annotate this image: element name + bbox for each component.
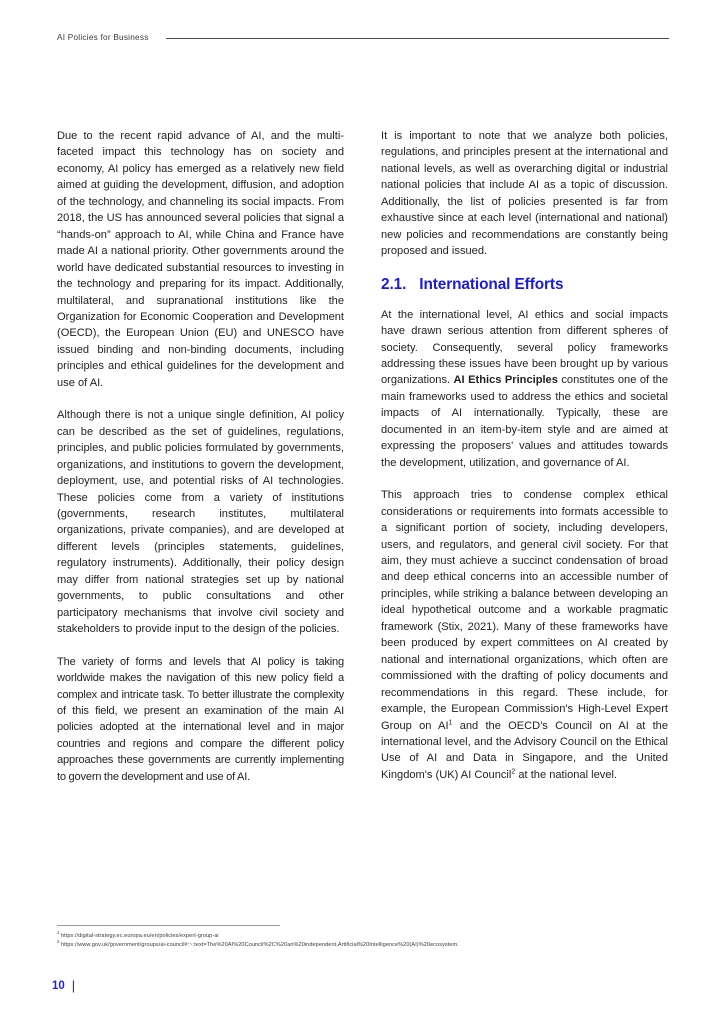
paragraph-text-run: This approach tries to condense complex ethical considerations or requirements into formats accessible to a significant portion of society, including developers, users, and regulators, and general civil society. For that aim, they must achieve a succinct condensation of broad and deep ethical concerns into an accessible number of principles, while striking a balance between developing an ideal hypothetical outcome and a workable pragmatic framework (Stix, 2021). Many of these frameworks have been produced by expert committees on AI created by national and international organizations, which often are commissioned with the drafting of policy documents and recommendations in this regard. These include, for example, the European Commission's High-Level Expert Group on AI [381, 489, 668, 732]
footnote-item [57, 938, 669, 950]
paragraph [381, 487, 668, 783]
section-number: 2.1. [381, 275, 407, 293]
running-header [57, 34, 669, 42]
paragraph: The variety of forms and levels that AI policy is taking worldwide makes the navigation of this new policy field a complex and intricate task. To better illustrate the complexity of this field, we present an examination of the main AI policies adopted at the international level and in major countries and regions and compare the different policy approaches these governments are currently implementing to govern the development and use of AI. [57, 655, 344, 783]
header-divider-rule [166, 38, 669, 39]
paragraph [381, 307, 668, 472]
footnote-item [57, 932, 669, 941]
body-columns [57, 128, 669, 910]
column-left [57, 128, 344, 910]
paragraph: Due to the recent rapid advance of AI, and the multi-faceted impact this technology has on society and economy, AI policy has emerged as a relatively new field aimed at guiding the development, diffusion, and adoption of the technology, and channeling its social impacts. From 2018, the US has announced several policies that signal a “hands-on” approach to AI, while China and France have made AI a national priority. Other governments around the world have dedicated substantial resources to investing in the technology and preparing for its impact. Additionally, multilateral, and supranational institutions like the Organization for Economic Cooperation and Development (OECD), the European Union (EU) and UNESCO have issued binding and non-binding documents, including principles and ethical guidelines for the development and use of AI. [57, 130, 344, 389]
footnote-area [57, 925, 669, 950]
footnote-url[interactable]: https://www.gov.uk/government/groups/ai-council#:~:text=The%20AI%20Council%2C%20an%20independent,Artificial%20Intelligence%20(AI)%20ecosystem. [61, 941, 459, 948]
emphasis-ai-ethics-principles: AI Ethics Principles [453, 374, 558, 387]
paragraph: It is important to note that we analyze both policies, regulations, and principles present at the international and national levels, as well as overarching digital or industrial national policies that include AI as a topic of discussion. Additionally, the list of policies presented is far from exhaustive since at each level (international and national) new policies and recommendations are constantly being proposed and issued. [381, 130, 668, 258]
page-number: 10 [52, 979, 65, 992]
folio-separator: | [71, 978, 76, 993]
section-title: International Efforts [419, 275, 564, 293]
column-right [381, 128, 668, 910]
paragraph-text-run: At the international level, AI ethics and social impacts have drawn serious attention from different spheres of society. Consequently, several policy frameworks addressing these issues have been brought up by various organizations. [381, 308, 668, 387]
page-folio [52, 978, 75, 993]
paragraph-text-run: at the national level. [515, 768, 618, 781]
paragraph-text-run: and the OECD's Council on AI at the international level, and the Advisory Council on the Ethical Use of AI and Data in Singapore, and the United Kingdom's (UK) AI Council [381, 719, 668, 781]
section-heading [381, 276, 668, 294]
footnote-marker: 2 [57, 938, 60, 944]
footnote-reference-2[interactable]: 2 [511, 768, 516, 776]
footnote-reference-1[interactable]: 1 [448, 718, 453, 726]
footnote-url[interactable]: https://digital-strategy.ec.europa.eu/en/policies/expert-group-ai [61, 933, 219, 939]
footnote-divider-rule [57, 925, 280, 926]
running-header-title: AI Policies for Business [57, 33, 149, 42]
paragraph: Although there is not a unique single definition, AI policy can be described as the set of guidelines, regulations, principles, and public policies formulated by governments, organizations, and institutions to govern the development, deployment, use, and potential risks of AI technologies. These policies come from a variety of institutions (governments, research institutes, multilateral organizations, private companies), and are developed at different levels (principles statements, guidelines, regulatory instruments). Additionally, their policy design may differ from national strategies set up by national governments, to public consultations and other participatory mechanisms that involve civil society and stakeholders to provide input to the design of the policies. [57, 409, 344, 636]
footnote-marker: 1 [57, 930, 60, 936]
paragraph-text-run: constitutes one of the main frameworks used to address the ethics and societal impacts of AI internationally. Typically, these are documented in an item-by-item style and are aimed at expressing the proposers' values and attitudes towards the development, utilization, and governance of AI. [381, 374, 669, 469]
